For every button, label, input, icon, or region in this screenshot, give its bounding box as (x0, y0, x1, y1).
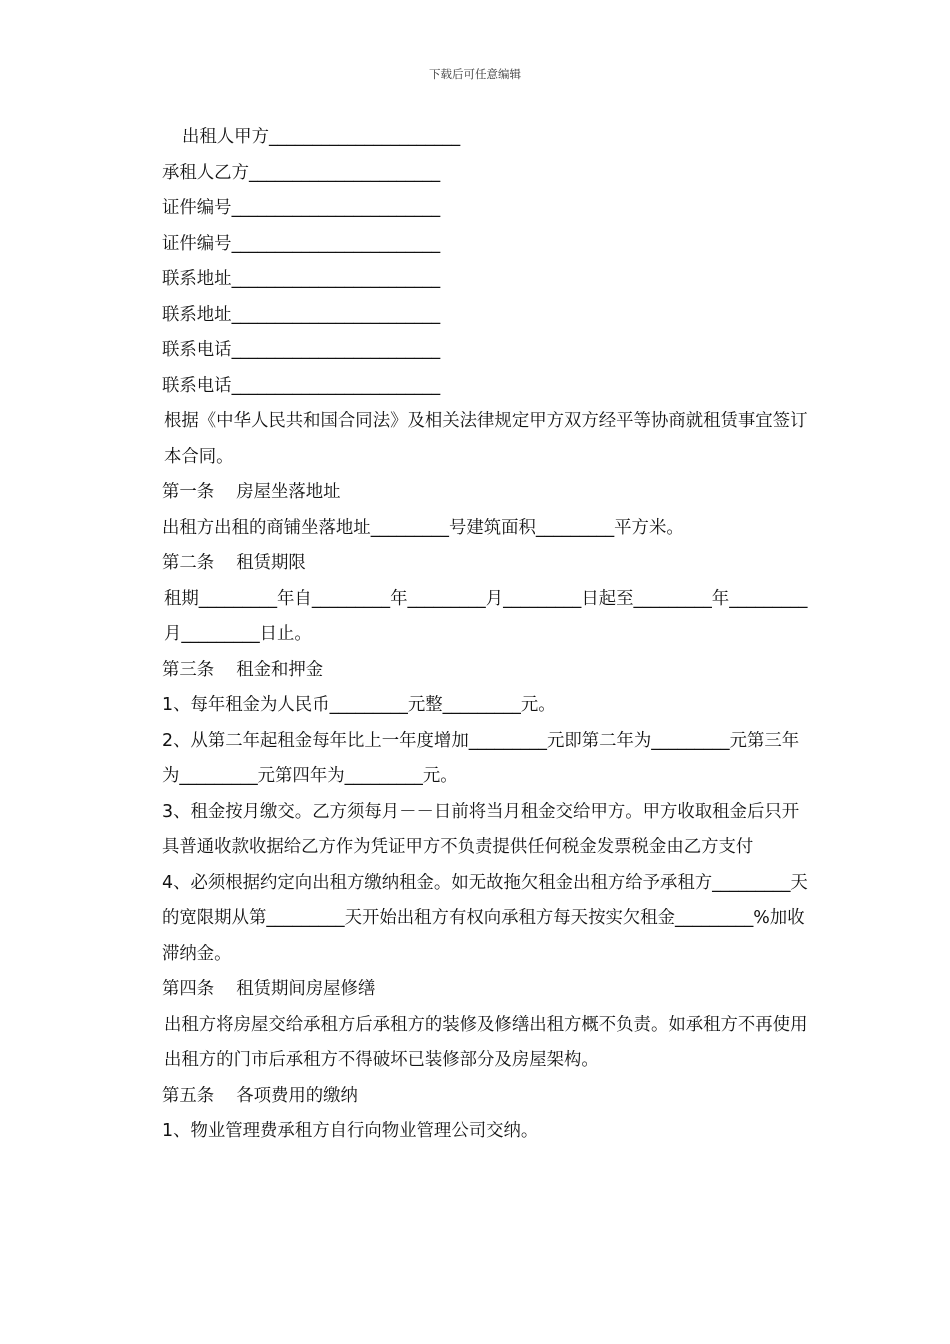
article-title: 各项费用的缴纳 (236, 1085, 358, 1106)
article-heading (144, 1079, 808, 1115)
article-paragraph: 租期_________年自_________年_________月_________日起至_________年_________月_________日止。 (164, 588, 808, 644)
article-number: 第二条 (162, 553, 215, 573)
article-paragraph: 2、从第二年起租金每年比上一年度增加_________元即第二年为_________元第三年为_________元第四年为_________元。 (162, 730, 800, 786)
id-number-line: 证件编号________________________ (162, 233, 441, 254)
article-title: 房屋坐落地址 (236, 482, 341, 502)
article-paragraph: 出租方出租的商铺坐落地址_________号建筑面积_________平方米。 (162, 517, 684, 538)
article-number: 第五条 (162, 1085, 215, 1106)
id-number-line: 证件编号________________________ (162, 198, 441, 218)
lessor-line: 出租人甲方______________________ (182, 127, 461, 147)
article-heading (144, 653, 808, 689)
article-paragraph: 出租方将房屋交给承租方后承租方的装修及修缮出租方概不负责。如承租方不再使用出租方的门市后承租方不得破坏已装修部分及房屋架构。 (164, 1014, 808, 1070)
phone-line: 联系电话________________________ (162, 375, 441, 396)
article-number: 第三条 (162, 659, 215, 680)
article-paragraph: 3、租金按月缴交。乙方须每月－－日前将当月租金交给甲方。甲方收取租金后只开具普通收款收据给乙方作为凭证甲方不负责提供任何税金发票税金由乙方支付 (162, 801, 800, 857)
article-heading (144, 546, 808, 582)
article-paragraph: 4、必须根据约定向出租方缴纳租金。如无故拖欠租金出租方给予承租方_________天的宽限期从第_________天开始出租方有权向承租方每天按实欠租金_________%加收滞纳金。 (162, 872, 808, 964)
address-line: 联系地址________________________ (162, 304, 441, 325)
article-heading (144, 475, 808, 511)
article-heading (144, 972, 808, 1008)
page-header-note: 下载后可任意编辑 (429, 67, 521, 81)
article-title: 租赁期限 (236, 553, 306, 573)
address-line: 联系地址________________________ (162, 269, 441, 289)
phone-line: 联系电话________________________ (162, 340, 441, 360)
article-number: 第一条 (162, 482, 215, 502)
article-number: 第四条 (162, 979, 215, 999)
preamble-paragraph: 根据《中华人民共和国合同法》及相关法律规定甲方双方经平等协商就租赁事宜签订本合同。 (164, 411, 808, 467)
lessee-line: 承租人乙方______________________ (162, 162, 441, 183)
article-title: 租赁期间房屋修缮 (236, 979, 376, 999)
article-paragraph: 1、每年租金为人民币_________元整_________元。 (162, 695, 556, 715)
article-paragraph: 1、物业管理费承租方自行向物业管理公司交纳。 (162, 1121, 539, 1141)
article-title: 租金和押金 (236, 659, 324, 680)
contract-body (144, 120, 808, 1150)
